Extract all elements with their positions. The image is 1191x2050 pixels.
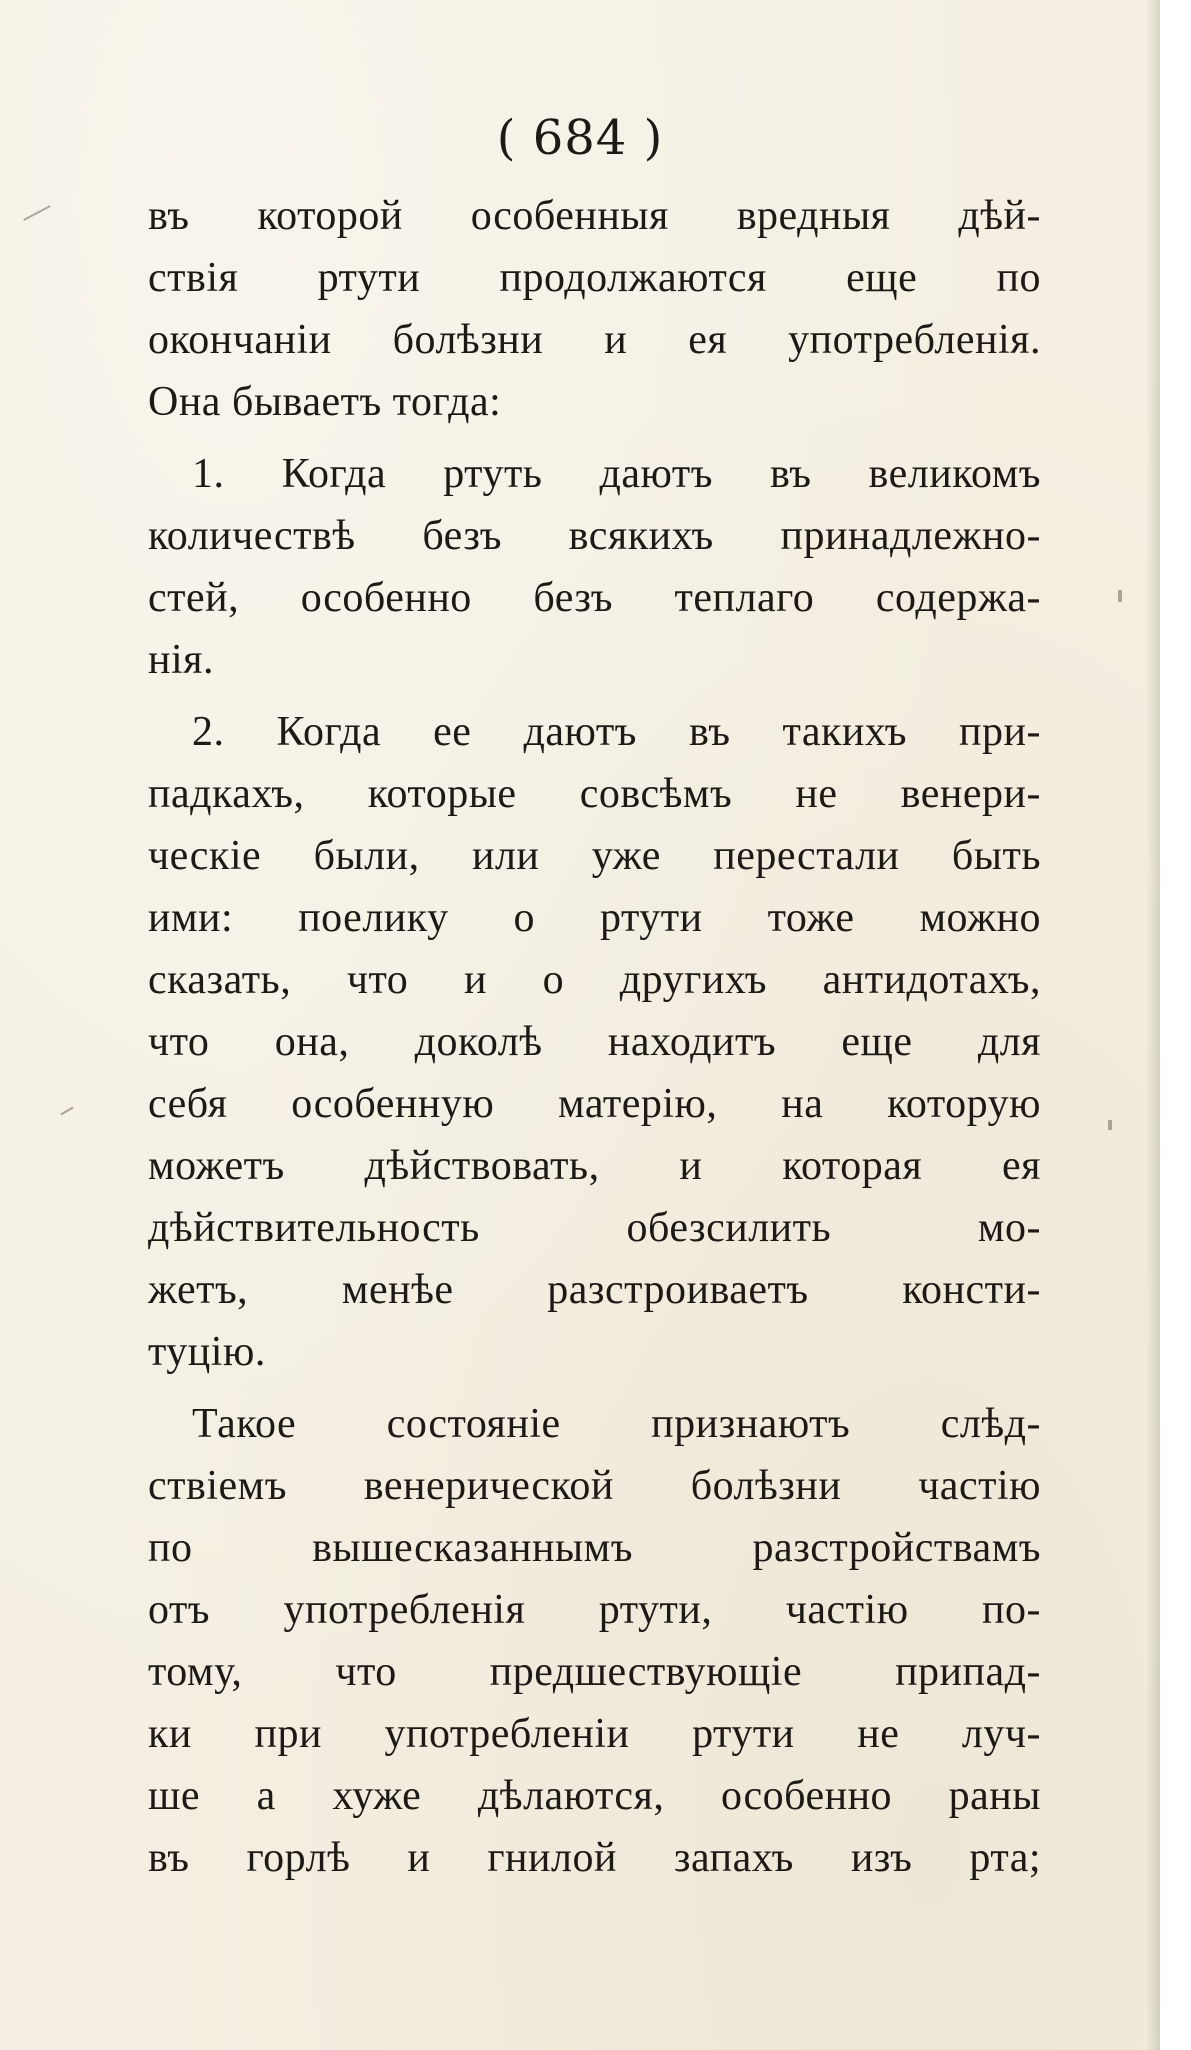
body-text [148,185,1041,1889]
text-line: ими: поелику о ртути тоже можно [148,895,1041,941]
text-line: Она бываетъ тогда: [148,379,502,425]
text-line: 1. Когда ртуть даютъ въ великомъ [192,451,1041,497]
text-line: нія. [148,637,214,683]
margin-mark [23,205,50,221]
text-line: ки при употребленіи ртути не луч- [148,1711,1041,1757]
text-line: въ горлѣ и гнилой запахъ изъ рта; [148,1835,1041,1881]
text-line: Такое состояніе признаютъ слѣд- [192,1401,1041,1447]
text-line: ствія ртути продолжаются еще по [148,255,1041,301]
text-line: 2. Когда ее даютъ въ такихъ при- [192,709,1041,755]
text-line: окончаніи болѣзни и ея употребленія. [148,317,1041,363]
text-line: тому, что предшествующіе припад- [148,1649,1041,1695]
text-line: по вышесказаннымъ разстройствамъ [148,1525,1041,1571]
paragraph-continuation [148,185,1041,433]
text-line: себя особенную матерію, на которую [148,1081,1041,1127]
text-line: сказать, что и о другихъ антидотахъ, [148,957,1041,1003]
text-line: туцію. [148,1329,266,1375]
text-line: падкахъ, которые совсѣмъ не венери- [148,771,1041,817]
text-line: дѣйствительность обезсилить мо- [148,1205,1041,1251]
margin-mark [1108,1120,1112,1130]
margin-mark [1118,590,1122,602]
text-line: жетъ, менѣе разстроиваетъ консти- [148,1267,1041,1313]
page-edge-shadow [1146,0,1160,2050]
text-line: ше а хуже дѣлаются, особенно раны [148,1773,1041,1819]
text-line: что она, доколѣ находитъ еще для [148,1019,1041,1065]
margin-mark [60,1107,73,1116]
page-number: ( 684 ) [496,110,664,166]
text-line: стей, особенно безъ теплаго содержа- [148,575,1041,621]
text-line: количествѣ безъ всякихъ принадлежно- [148,513,1041,559]
paragraph-item-2 [148,701,1041,1383]
text-line: въ которой особенныя вредныя дѣй- [148,193,1041,239]
text-line: ствіемъ венерической болѣзни частію [148,1463,1041,1509]
text-line: отъ употребленія ртути, частію по- [148,1587,1041,1633]
paragraph-consequence [148,1393,1041,1889]
text-line: ческіе были, или уже перестали быть [148,833,1041,879]
paragraph-item-1 [148,443,1041,691]
text-line: можетъ дѣйствовать, и которая ея [148,1143,1041,1189]
